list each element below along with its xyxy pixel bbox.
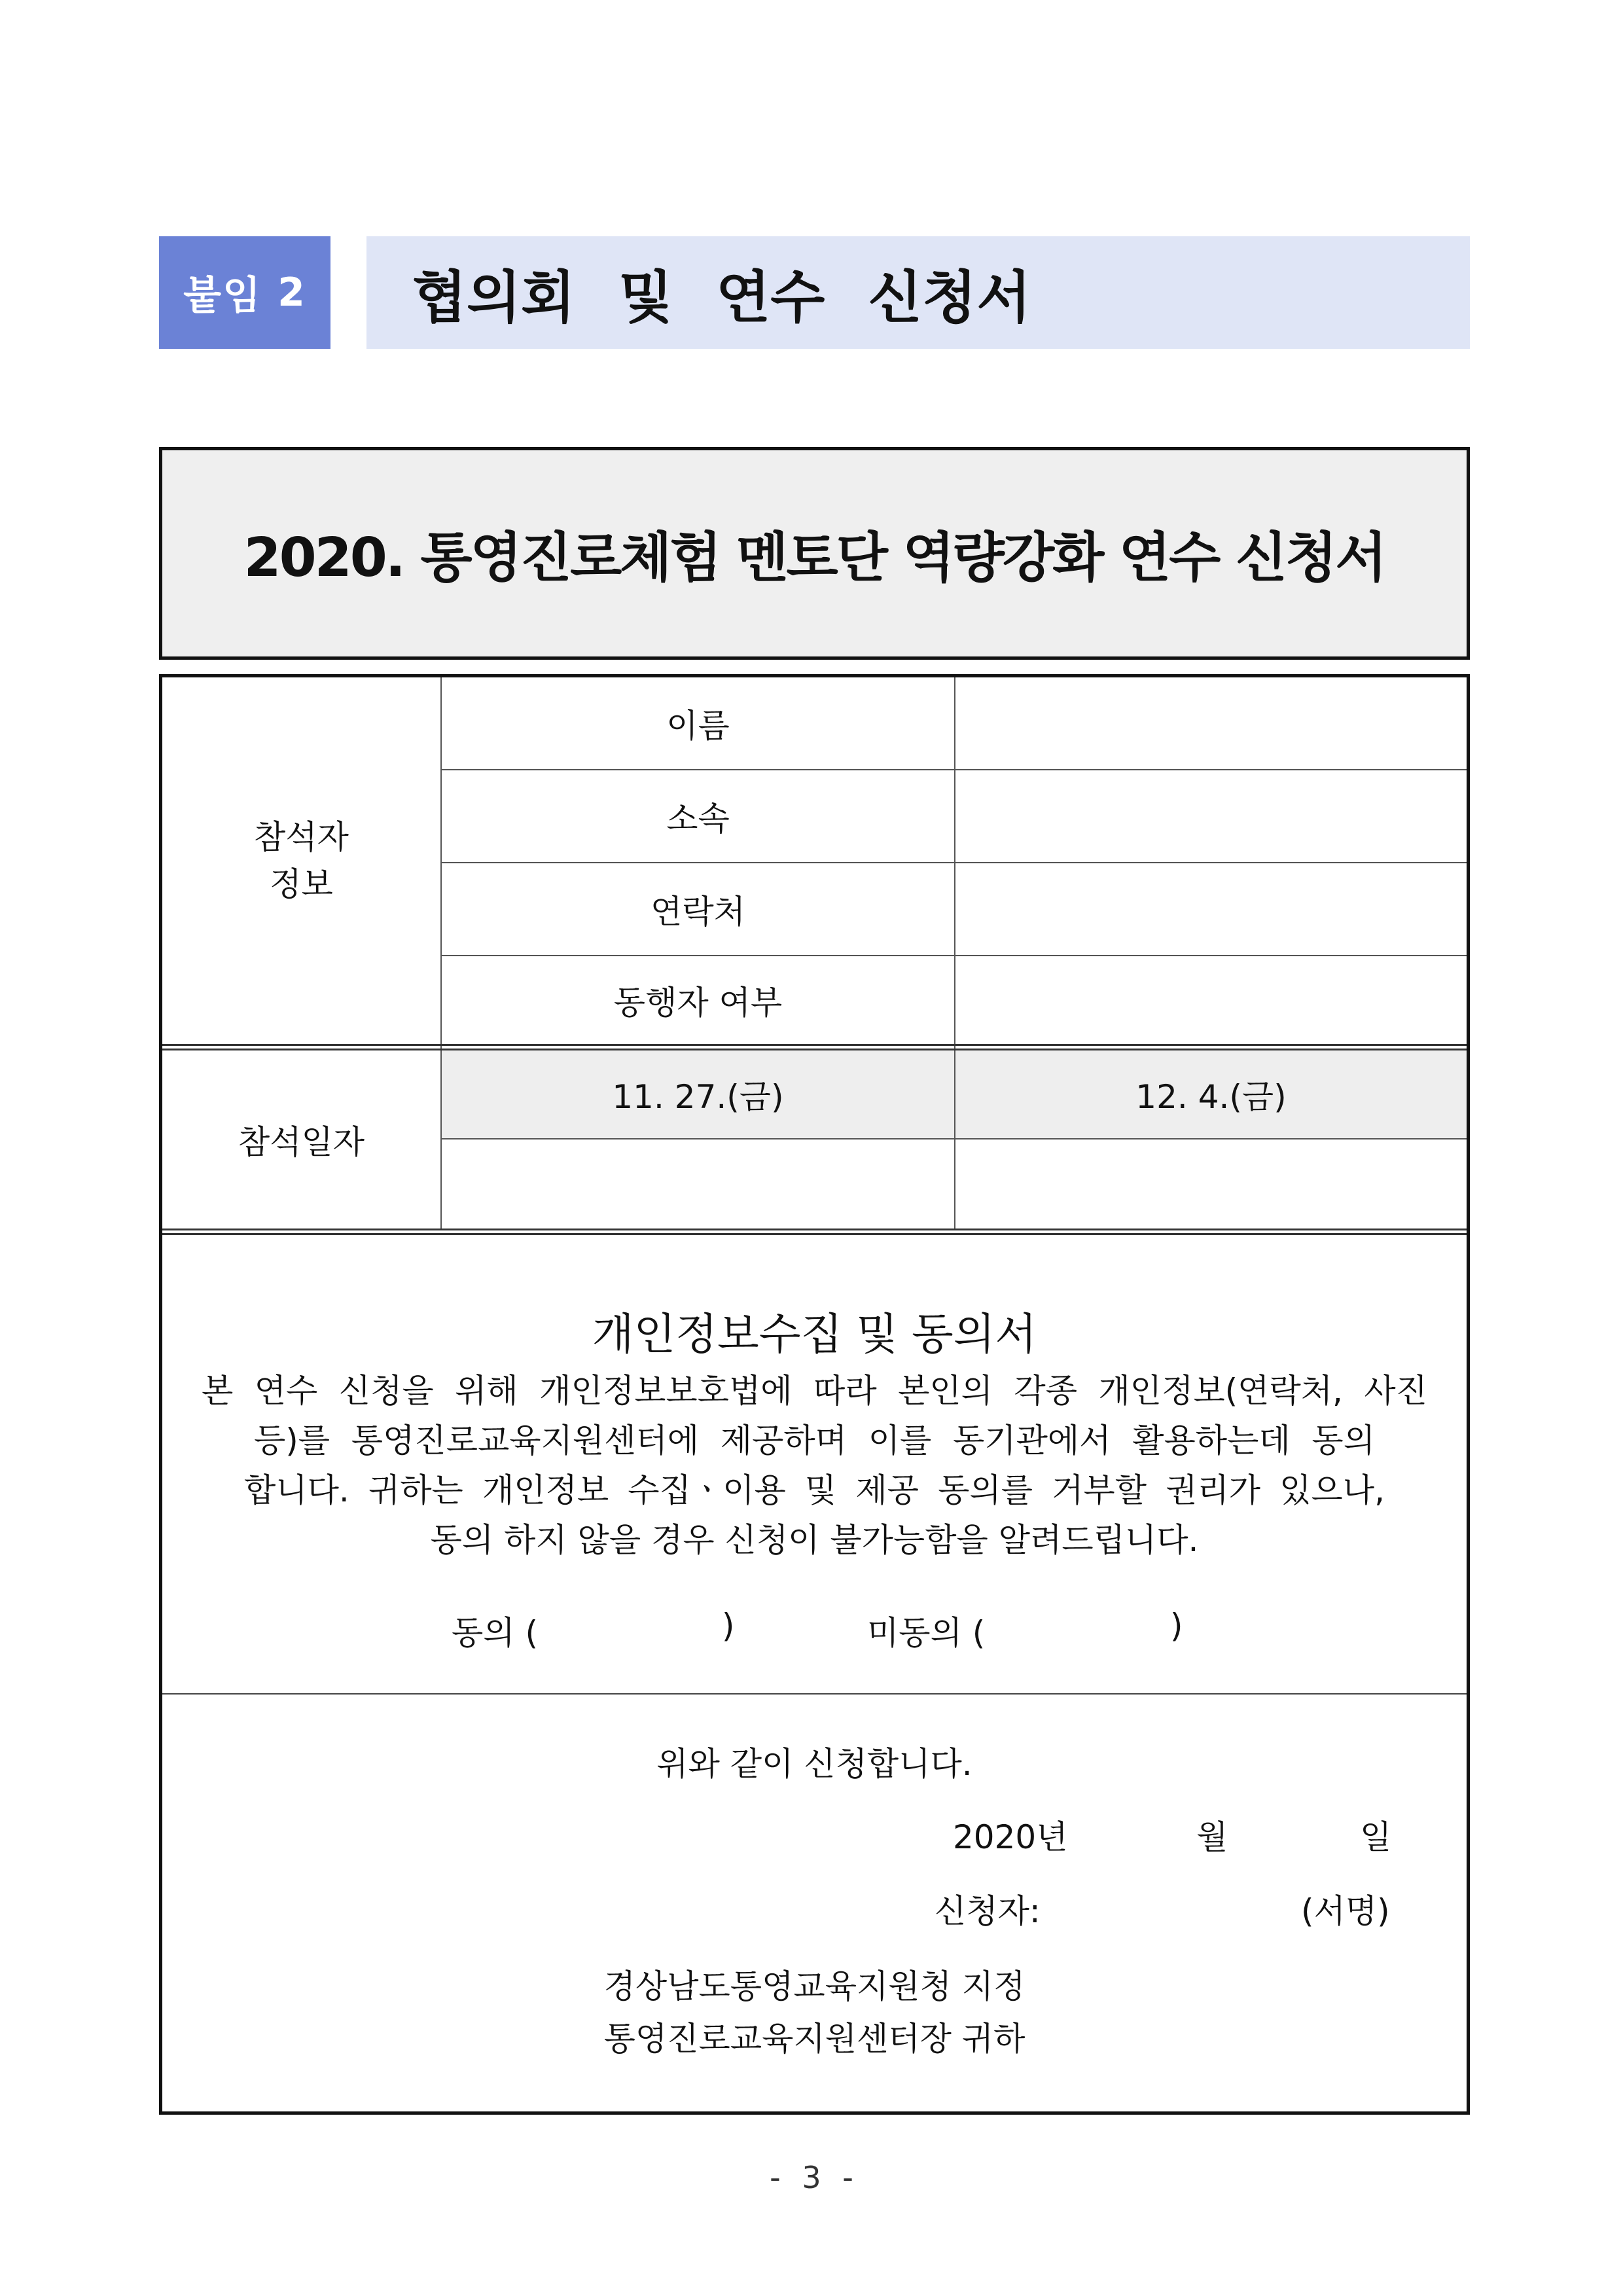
agree-checkbox-close[interactable]: )	[722, 1607, 735, 1645]
section-divider	[162, 1044, 1467, 1050]
application-form	[159, 674, 1470, 2115]
consent-title: 개인정보수집 및 동의서	[592, 1309, 1037, 1359]
field-input-name[interactable]	[955, 677, 1467, 769]
form-title: 2020. 통영진로체험 멘토단 역량강화 연수 신청서	[243, 527, 1385, 589]
page-number: - 3 -	[770, 2160, 853, 2195]
recipient-line-1: 경상남도통영교육지원청 지정	[603, 1967, 1026, 2005]
form-title-box	[159, 447, 1470, 660]
consent-text-line-3: 합니다. 귀하는 개인정보 수집ㆍ이용 및 제공 동의를 거부할 권리가 있으나,	[244, 1471, 1385, 1509]
field-label-affiliation: 소속	[666, 800, 730, 838]
consent-text-line-2: 등)를 통영진로교육지원센터에 제공하며 이를 동기관에서 활용하는데 동의	[254, 1422, 1375, 1460]
header-bar	[366, 236, 1470, 349]
date-year: 2020년	[953, 1818, 1068, 1856]
date-month: 월	[1196, 1818, 1228, 1856]
attachment-number: 2	[277, 270, 306, 315]
date-option-2: 12. 4.(금)	[1135, 1078, 1287, 1116]
application-statement: 위와 같이 신청합니다.	[656, 1745, 972, 1783]
applicant-label: 신청자:	[935, 1892, 1041, 1930]
date-check-2[interactable]	[955, 1139, 1467, 1229]
agree-label: 동의 (	[452, 1614, 539, 1652]
consent-text-line-4: 동의 하지 않을 경우 신청이 불가능함을 알려드립니다.	[430, 1521, 1199, 1559]
participant-group-label: 참석자 정보	[254, 818, 349, 903]
header-title: 협의회 및 연수 신청서	[412, 265, 1031, 331]
date-check-1[interactable]	[442, 1139, 954, 1229]
field-input-contact[interactable]	[955, 863, 1467, 955]
recipient-line-2: 통영진로교육지원센터장 귀하	[603, 2020, 1026, 2058]
disagree-label: 미동의 (	[867, 1614, 986, 1652]
disagree-checkbox-close[interactable]: )	[1170, 1607, 1183, 1645]
field-input-companion[interactable]	[955, 956, 1467, 1044]
field-input-affiliation[interactable]	[955, 770, 1467, 862]
field-label-companion: 동행자 여부	[613, 984, 783, 1022]
consent-text-line-1: 본 연수 신청을 위해 개인정보보호법에 따라 본인의 각종 개인정보(연락처, 사진	[202, 1372, 1427, 1410]
attachment-badge	[159, 236, 330, 349]
field-label-contact: 연락처	[651, 893, 745, 931]
section-divider	[162, 1229, 1467, 1235]
attendance-group-label: 참석일자	[238, 1123, 365, 1161]
field-label-name: 이름	[666, 707, 730, 745]
date-day: 일	[1360, 1818, 1392, 1856]
attachment-label: 붙임	[183, 273, 262, 319]
signature-label: (서명)	[1301, 1892, 1390, 1930]
section-divider	[162, 1693, 1467, 1695]
date-option-1: 11. 27.(금)	[612, 1078, 784, 1116]
